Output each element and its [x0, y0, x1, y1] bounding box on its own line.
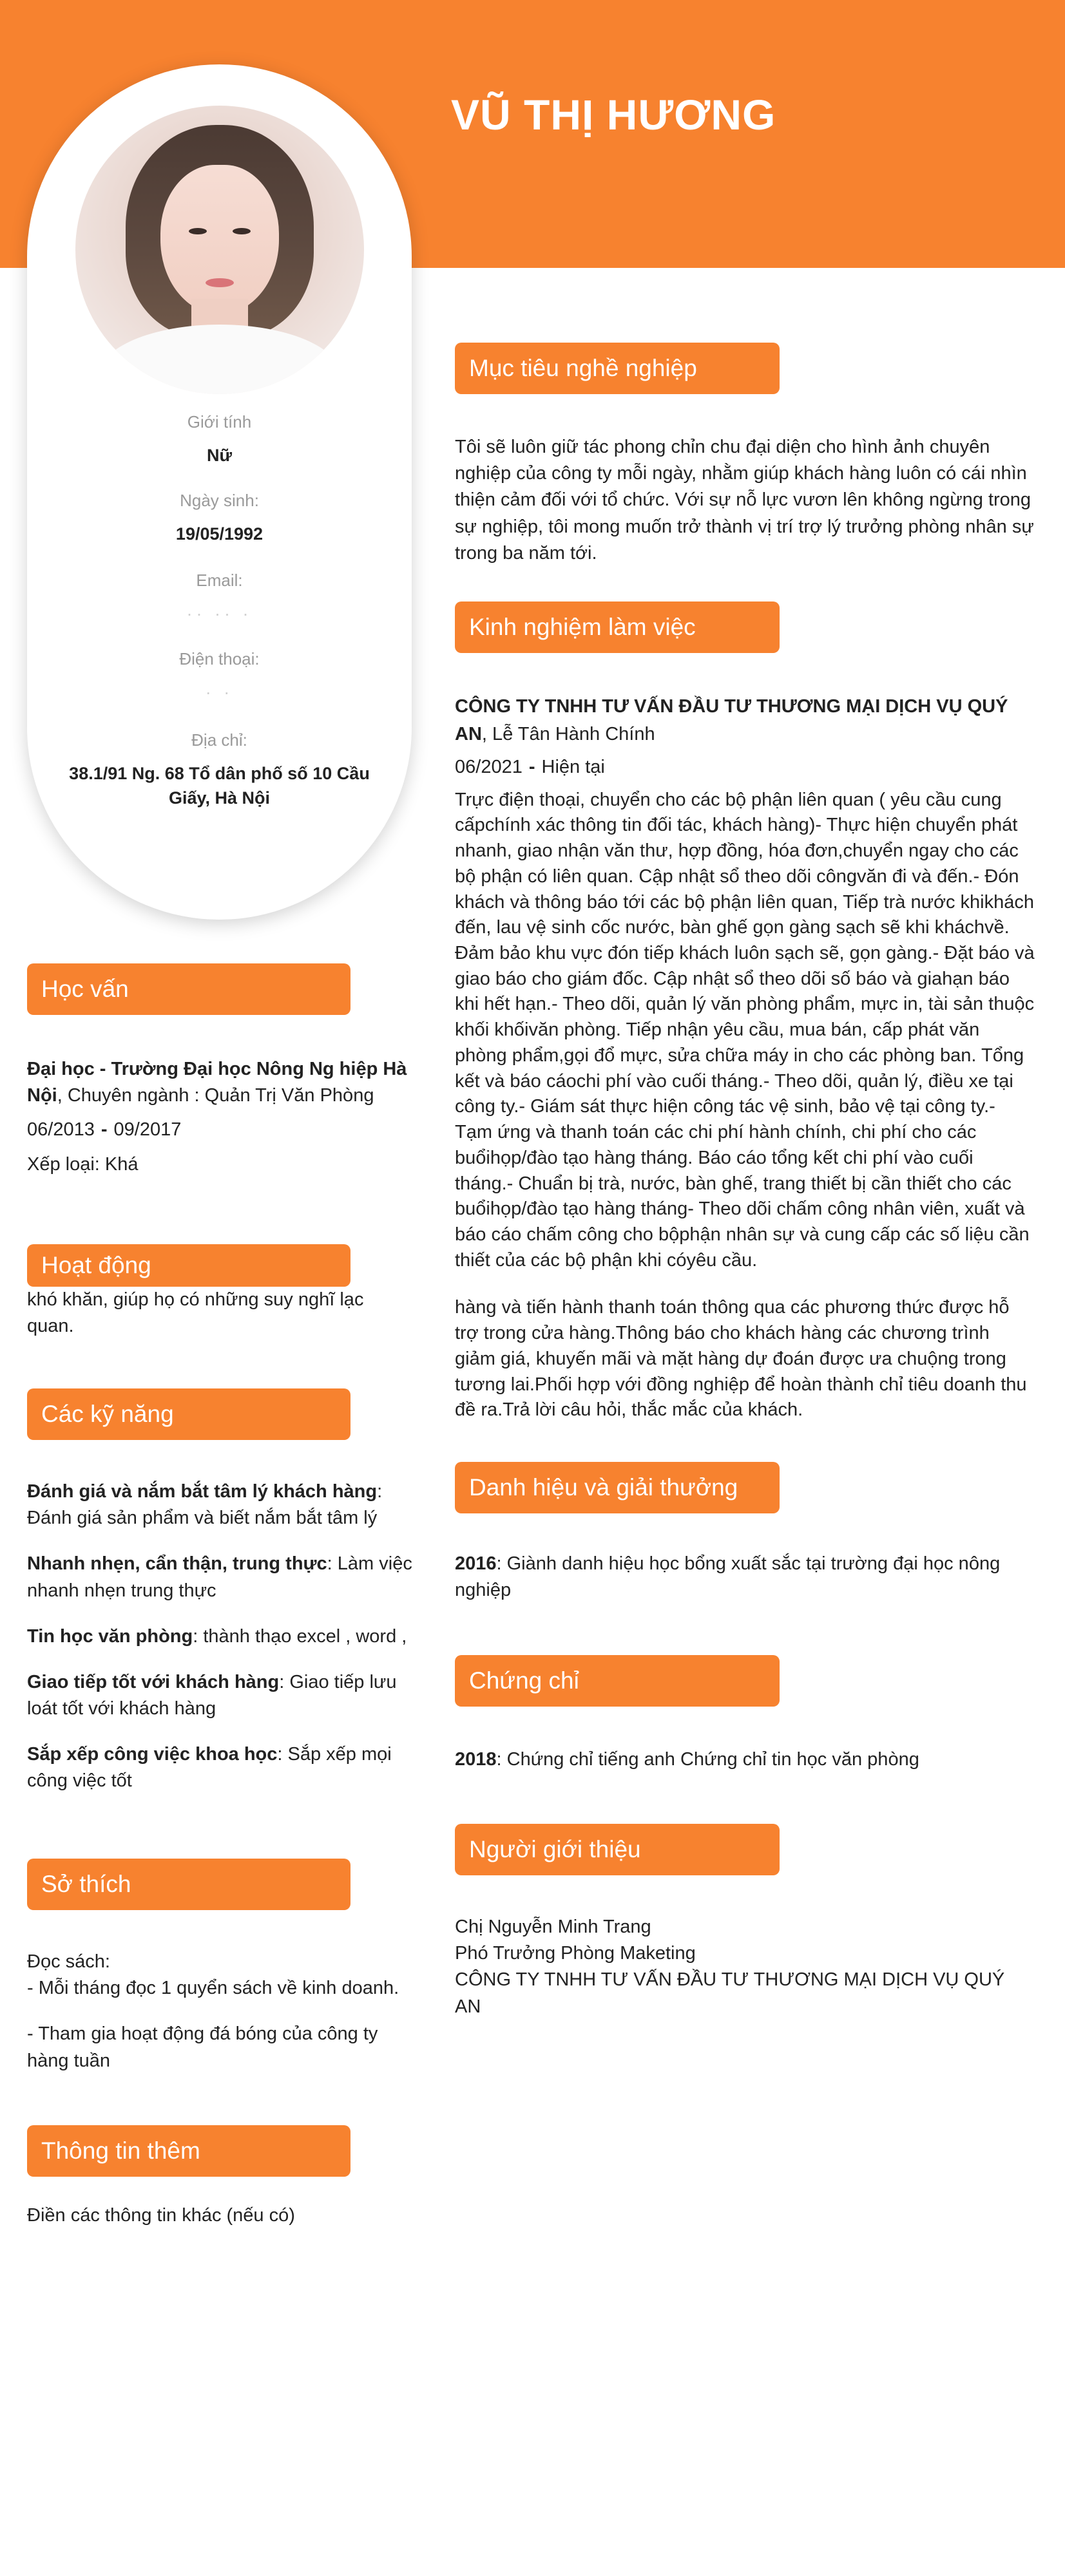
dob-value: 19/05/1992 — [175, 524, 264, 544]
objective-header: Mục tiêu nghề nghiệp — [455, 343, 780, 394]
references-content — [455, 1914, 1022, 2020]
address-info — [27, 730, 412, 811]
education-rank: Xếp loại: Khá — [27, 1153, 139, 1175]
education-school: Đại học - Trường Đại học Nông Ng hiệp Hà Nội — [27, 1059, 407, 1106]
experience-position: , Lễ Tân Hành Chính — [481, 723, 655, 744]
address-label: Địa chỉ: — [191, 730, 247, 750]
certificates-header: Chứng chỉ — [455, 1655, 780, 1707]
extra-info-header: Thông tin thêm — [27, 2125, 350, 2177]
dob-label: Ngày sinh: — [180, 491, 259, 510]
award-year: 2016 — [455, 1553, 497, 1574]
skill-item: Sắp xếp công việc khoa học: Sắp xếp mọi công việc tốt — [27, 1744, 392, 1792]
activities-text: khó khăn, giúp họ có những suy nghĩ lạc quan. — [27, 1289, 364, 1337]
skill-item: Nhanh nhẹn, cẩn thận, trung thực: Làm việc nhanh nhẹn trung thực — [27, 1553, 412, 1601]
address-value: 38.1/91 Ng. 68 Tổ dân phố số 10 Cầu Giấy, Hà Nội — [69, 764, 370, 808]
skill-item: Giao tiếp tốt với khách hàng: Giao tiếp lưu loát tốt với khách hàng — [27, 1671, 397, 1719]
objective-text: Tôi sẽ luôn giữ tác phong chỉn chu đại diện cho hình ảnh chuyên nghiệp của công ty mỗi ngày, nhằm giúp khách hàng luôn có cái nhìn thiện cảm đối với tổ chức. Với sự nỗ lực vươn lên không ngừng trong sự nghiệp, tôi mong muốn trở thành vị trí trợ lý trưởng phòng nhân sự trong ba năm tới. — [455, 437, 1034, 564]
email-label: Email: — [196, 571, 243, 590]
email-value: ·· ·· · — [186, 604, 253, 623]
hobby-line: Đọc sách: — [27, 1951, 110, 1972]
hobby-line: - Mỗi tháng đọc 1 quyển sách về kinh doanh. — [27, 1978, 399, 1999]
reference-role: Phó Trưởng Phòng Maketing — [455, 1943, 696, 1964]
experience-header: Kinh nghiệm làm việc — [455, 601, 780, 653]
avatar — [75, 106, 364, 394]
experience-company: CÔNG TY TNHH TƯ VẤN ĐẦU TƯ THƯƠNG MẠI DỊCH VỤ QUÝ AN — [455, 696, 1008, 744]
experience-end: Hiện tại — [541, 756, 605, 777]
email-info — [27, 571, 412, 627]
awards-text — [455, 1551, 1035, 1604]
education-dash: - — [101, 1119, 108, 1141]
profile-card — [27, 64, 412, 920]
activities-header: Hoạt động — [27, 1244, 350, 1287]
skills-header: Các kỹ năng — [27, 1388, 350, 1440]
experience-dash: - — [528, 756, 535, 777]
reference-company: CÔNG TY TNHH TƯ VẤN ĐẦU TƯ THƯƠNG MẠI DỊCH VỤ QUÝ AN — [455, 1969, 1005, 2017]
education-major: , Chuyên ngành : Quản Trị Văn Phòng — [57, 1085, 374, 1106]
hobbies-header: Sở thích — [27, 1859, 350, 1910]
gender-label: Giới tính — [187, 412, 252, 431]
hobby-line: - Tham gia hoạt động đá bóng của công ty hàng tuần — [27, 2023, 378, 2071]
candidate-name: VŨ THỊ HƯƠNG — [451, 91, 776, 138]
references-header: Người giới thiệu — [455, 1824, 780, 1875]
extra-info-text: Điền các thông tin khác (nếu có) — [27, 2205, 295, 2226]
dob-info — [27, 491, 412, 547]
experience-description: Trực điện thoại, chuyển cho các bộ phận liên quan ( yêu cầu cung cấpchính xác thông tin đối tác, khách hàng)- Thực hiện chuyển phát nhanh, giao nhận văn thư, hợp đồng, hóa đơn,chuyển ngay cho các bộ phận có liên quan. Cập nhật sổ theo dõi côngvăn đi và đến.- Đón khách và thông báo tới các bộ phận liên quan, Tiếp trà nước khikhách đến, lau vệ sinh cốc nước, bàn ghế gọn gàng sạch sẽ khi kháchvề. Đảm bảo khu vực đón tiếp khách luôn sạch sẽ, gọn gàng.- Đặt báo và giao báo cho giám đốc. Cập nhật sổ theo dõi số báo và giahạn báo khi hết hạn.- Theo dõi, quản lý văn phòng phẩm, mực in, tài sản thuộc khối khốivăn phòng. Tiếp nhận yêu cầu, mua bán, cấp phát văn phòng phẩm,gọi đổ mực, sửa chữa máy in cho các phòng ban. Tổng kết và báo cáochi phí vào cuối tháng.- Theo dõi, quản lý, điều xe tại công ty.- Giám sát thực hiện công tác vệ sinh, bảo vệ tại công ty.- Tạm ứng và thanh toán các chi phí hành chính, chi phí cho các buổihọp/đào tạo hàng tháng. Báo cáo tổng kết chi phí vào cuối tháng.- Chuẩn bị trà, nước, bàn ghế, trang thiết bị cần thiết cho các buổihọp/đào tạo hàng tháng- Theo dõi chấm công nhân viên, xuất và báo cáo chấm công cho bộphận nhân sự và cung cấp các số liệu cần thiết của các bộ phận khi cóyêu cầu. — [455, 789, 1035, 1271]
award-desc: : Giành danh hiệu học bổng xuất sắc tại trường đại học nông nghiệp — [455, 1553, 1001, 1601]
skill-item: Đánh giá và nắm bắt tâm lý khách hàng: Đánh giá sản phẩm và biết nắm bắt tâm lý — [27, 1481, 383, 1529]
education-content — [27, 1056, 414, 1178]
phone-value: · · — [205, 683, 234, 702]
certificate-year: 2018 — [455, 1749, 497, 1770]
hobbies-content — [27, 1949, 414, 2074]
education-end: 09/2017 — [113, 1119, 182, 1141]
phone-info — [27, 649, 412, 705]
gender-value: Nữ — [206, 446, 233, 465]
awards-header: Danh hiệu và giải thưởng — [455, 1462, 780, 1513]
phone-label: Điện thoại: — [179, 649, 260, 668]
skills-list — [27, 1479, 414, 1814]
education-header: Học vấn — [27, 963, 350, 1015]
certificate-desc: : Chứng chỉ tiếng anh Chứng chỉ tin học văn phòng — [496, 1749, 919, 1770]
education-start: 06/2013 — [27, 1119, 95, 1141]
experience-start: 06/2021 — [455, 756, 523, 777]
experience-content — [455, 693, 1035, 1423]
certificates-text — [455, 1747, 1035, 1773]
skill-item: Tin học văn phòng: thành thạo excel , word , — [27, 1625, 407, 1647]
reference-name: Chị Nguyễn Minh Trang — [455, 1917, 651, 1937]
experience-description-2: hàng và tiến hành thanh toán thông qua các phương thức được hỗ trợ trong cửa hàng.Thông báo cho khách hàng các chương trình giảm giá, khuyến mãi và mặt hàng dự đoán được ưa chuộng trong tương lai.Phối hợp với đồng nghiệp để hoàn thành chỉ tiêu doanh thu đề ra.Trả lời câu hỏi, thắc mắc của khách. — [455, 1297, 1027, 1421]
gender-info — [27, 412, 412, 468]
